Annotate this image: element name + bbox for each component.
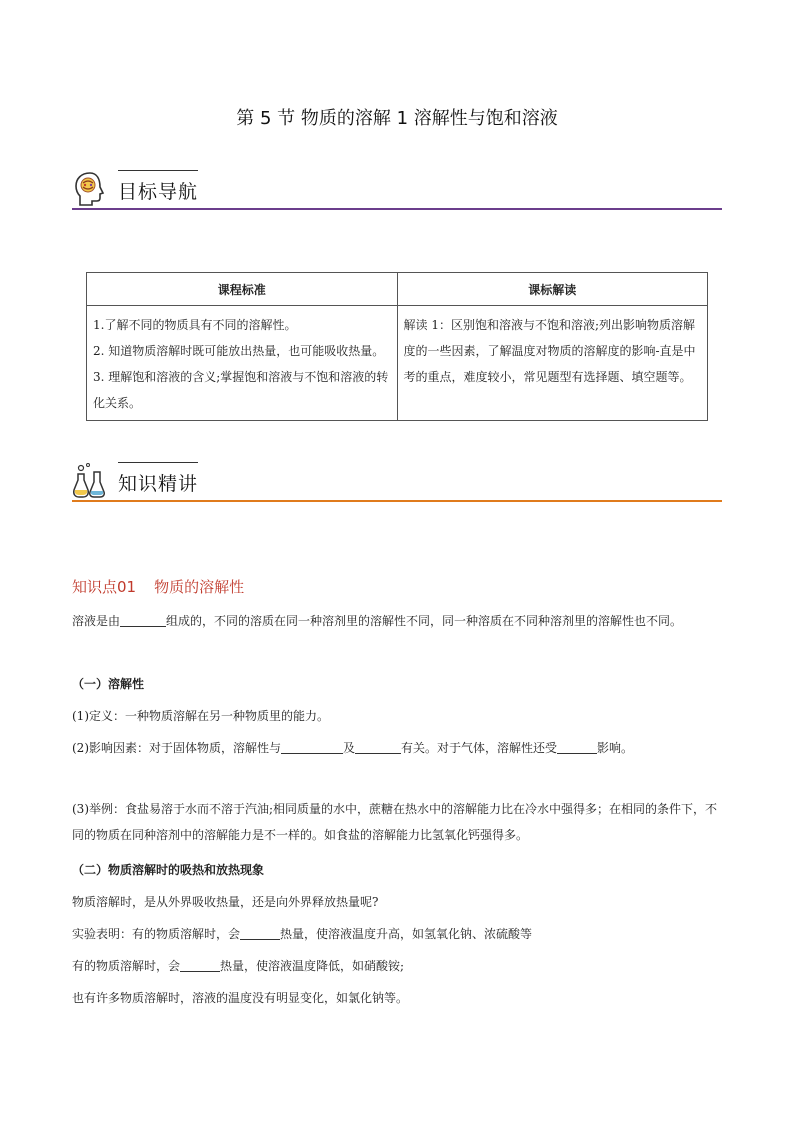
- experiment-line-1: [72, 921, 722, 947]
- page-title: 第 5 节 物质的溶解 1 溶解性与饱和溶液: [236, 108, 558, 129]
- section-title-nav: 目标导航: [118, 181, 199, 203]
- standard-item: 1.了解不同的物质具有不同的溶解性。: [93, 318, 297, 332]
- standard-item: 2. 知道物质溶解时既可能放出热量，也可能吸收热量。: [93, 344, 385, 358]
- example-paragraph: (3)举例：食盐易溶于水而不溶于汽油;相同质量的水中，蔗糖在热水中的溶解能力比在冷水中强得多；在相同的条件下，不同的物质在同种溶剂中的溶解能力是不一样的。如食盐的溶解能力比氢氧化钙强得多。: [72, 802, 718, 842]
- fill-blank: [557, 739, 597, 754]
- interpretation-cell: 解读 1：区别饱和溶液与不饱和溶液;列出影响物质溶解度的一些因素，了解温度对物质的溶解度的影响-直是中考的重点，难度较小，常见题型有选择题、填空题等。: [397, 306, 708, 421]
- experiment-line-2: [72, 953, 722, 979]
- experiment-line-3: 也有许多物质溶解时，溶液的温度没有明显变化，如氯化钠等。: [72, 991, 409, 1005]
- table-header-interpretation: 课标解读: [397, 273, 708, 306]
- section-title-knowledge: 知识精讲: [118, 473, 199, 495]
- factors-text-d: 影响。: [597, 741, 634, 755]
- knowledge-point-name: 物质的溶解性: [154, 578, 245, 596]
- intro-text-b: 组成的，不同的溶质在同一种溶剂里的溶解性不同，同一种溶质在不同种溶剂里的溶解性也不同。: [166, 614, 683, 628]
- section-overline: [118, 170, 198, 171]
- fill-blank: [120, 612, 166, 627]
- intro-paragraph: [72, 608, 722, 634]
- standards-cell: [87, 306, 398, 421]
- section-header-knowledge: [72, 462, 722, 502]
- factors-text-c: 有关。对于气体，溶解性还受: [401, 741, 558, 755]
- factors-text-a: (2)影响因素：对于固体物质，溶解性与: [72, 741, 281, 755]
- fill-blank: [281, 739, 343, 754]
- question-line: 物质溶解时，是从外界吸收热量，还是向外界释放热量呢?: [72, 895, 379, 909]
- fill-blank: [240, 925, 280, 940]
- factors-line: [72, 735, 722, 761]
- course-standards-table: [86, 272, 708, 421]
- table-row: [87, 306, 708, 421]
- experiment-text-d: 热量，使溶液温度降低，如硝酸铵;: [220, 959, 405, 973]
- knowledge-point-title: [72, 576, 244, 597]
- fill-blank: [355, 739, 401, 754]
- subheading-solubility: （一）溶解性: [72, 677, 145, 691]
- fill-blank: [180, 957, 220, 972]
- section-overline: [118, 462, 198, 463]
- subheading-heat: （二）物质溶解时的吸热和放热现象: [72, 863, 265, 877]
- experiment-text-c: 有的物质溶解时，会: [72, 959, 181, 973]
- section-divider: [72, 208, 722, 210]
- standard-item: 3. 理解饱和溶液的含义;掌握饱和溶液与不饱和溶液的转化关系。: [93, 370, 389, 410]
- brain-head-icon: [72, 170, 108, 208]
- knowledge-point-number: 知识点01: [72, 578, 137, 596]
- section-header-nav: [72, 170, 722, 210]
- factors-text-b: 及: [343, 741, 356, 755]
- section-divider: [72, 500, 722, 502]
- flask-icon: [72, 462, 108, 500]
- table-header-standard: 课程标准: [87, 273, 398, 306]
- experiment-text-b: 热量，使溶液温度升高，如氢氧化钠、浓硫酸等: [280, 927, 533, 941]
- table-header-row: [87, 273, 708, 306]
- definition-line: (1)定义：一种物质溶解在另一种物质里的能力。: [72, 709, 329, 723]
- experiment-text-a: 实验表明：有的物质溶解时，会: [72, 927, 241, 941]
- intro-text-a: 溶液是由: [72, 614, 121, 628]
